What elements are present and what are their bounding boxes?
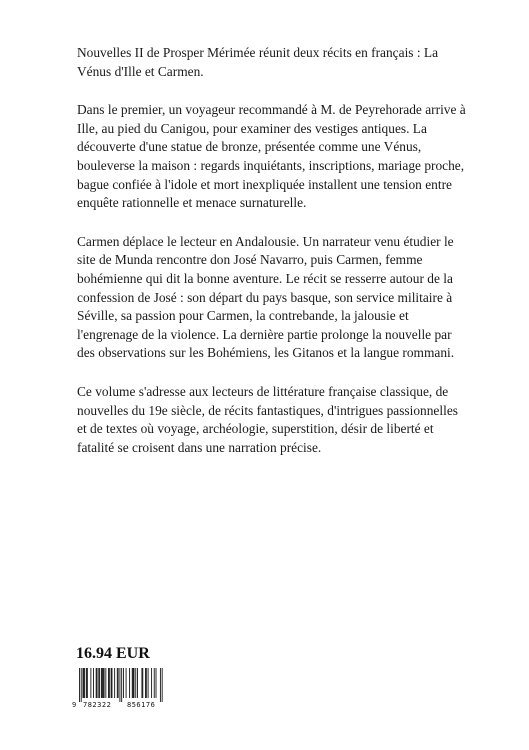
barcode-bar [134, 668, 135, 698]
paragraph-intro: Nouvelles II de Prosper Mérimée réunit deux récits en français : La Vénus d'Ille et Carmen. [77, 45, 439, 79]
barcode-bar [99, 668, 100, 698]
barcode-bar [90, 668, 91, 698]
barcode-bar [135, 668, 136, 698]
barcode-bar [156, 668, 157, 698]
barcode-bar [123, 668, 124, 698]
barcode-bar [98, 668, 99, 698]
barcode-bar [129, 668, 130, 698]
barcode-bar [93, 668, 94, 698]
barcode-bars [72, 668, 168, 702]
barcode-bar [160, 668, 161, 702]
barcode-bar [151, 668, 152, 698]
barcode-bar [112, 668, 113, 698]
barcode-bar [87, 668, 88, 698]
barcode-bar [145, 668, 146, 698]
barcode-bar [118, 668, 119, 698]
barcode-bar [141, 668, 142, 698]
barcode-bar [101, 668, 102, 698]
barcode-bar [119, 668, 120, 702]
barcode-bar [96, 668, 97, 698]
barcode-right-digits: 856176 [127, 701, 156, 709]
barcode-bar [105, 668, 106, 698]
barcode-bar [114, 668, 115, 698]
paragraph-venus-ille: Dans le premier, un voyageur recommandé à M. de Peyrehorade arrive à Ille, au pied du Canigou, pour examiner des vestiges antiques. La découverte d'une statue de bronze, présentée comme une Vénus, bouleverse la maison : regards inquiétants, inscriptions, mariage proche, bague confiée à l'idole et mort inexpliquée installent une tension entre enquête rationnelle et menace surnaturelle. [77, 102, 466, 211]
barcode-bar [142, 668, 143, 698]
barcode-bar [103, 668, 104, 698]
barcode-bar [97, 668, 98, 698]
barcode-first-digit: 9 [72, 701, 77, 709]
barcode-bar [133, 668, 134, 698]
barcode-bar [154, 668, 155, 698]
barcode-bar [137, 668, 138, 698]
paragraph-carmen: Carmen déplace le lecteur en Andalousie. Un narrateur venu étudier le site de Munda rencontre don José Navarro, puis Carmen, femme bohémienne qui dit la bonne aventure. Le récit se resserre autour de la confession de José : son départ du pays basque, son service militaire à Séville, sa passion pour Carmen, la contrebande, la jalousie et l'engrenage de la violence. La dernière partie prolonge la nouvelle par des observations sur les Bohémiens, les Gitanos et la langue rommani. [77, 233, 455, 361]
barcode-bar [109, 668, 110, 698]
barcode-bar [148, 668, 149, 698]
barcode-bar [132, 668, 133, 698]
barcode-bar [84, 668, 85, 698]
barcode-bar [108, 668, 109, 698]
barcode-bar [146, 668, 147, 698]
barcode-bar [104, 668, 105, 698]
barcode-bar [86, 668, 87, 698]
barcode-bar [102, 668, 103, 698]
barcode-left-digits: 782322 [83, 701, 112, 709]
barcode-bar [83, 668, 84, 698]
back-cover-text [77, 44, 467, 477]
barcode-bar [117, 668, 118, 698]
barcode-bar [83, 668, 84, 698]
barcode-bar [162, 668, 163, 702]
barcode-bar [79, 668, 80, 702]
paragraph-audience: Ce volume s'adresse aux lecteurs de littérature française classique, de nouvelles du 19e siècle, de récits fantastiques, d'intrigues passionnelles et de textes où voyage, archéologie, superstition, désir de liberté et fatalité se croisent dans une narration précise. [77, 383, 458, 455]
isbn-barcode [72, 668, 168, 708]
barcode-digits [72, 701, 168, 710]
barcode-bar [121, 668, 122, 702]
barcode-bar [81, 668, 82, 702]
barcode-bar [126, 668, 127, 698]
price-label: 16.94 EUR [76, 645, 150, 662]
barcode-bar [111, 668, 112, 698]
